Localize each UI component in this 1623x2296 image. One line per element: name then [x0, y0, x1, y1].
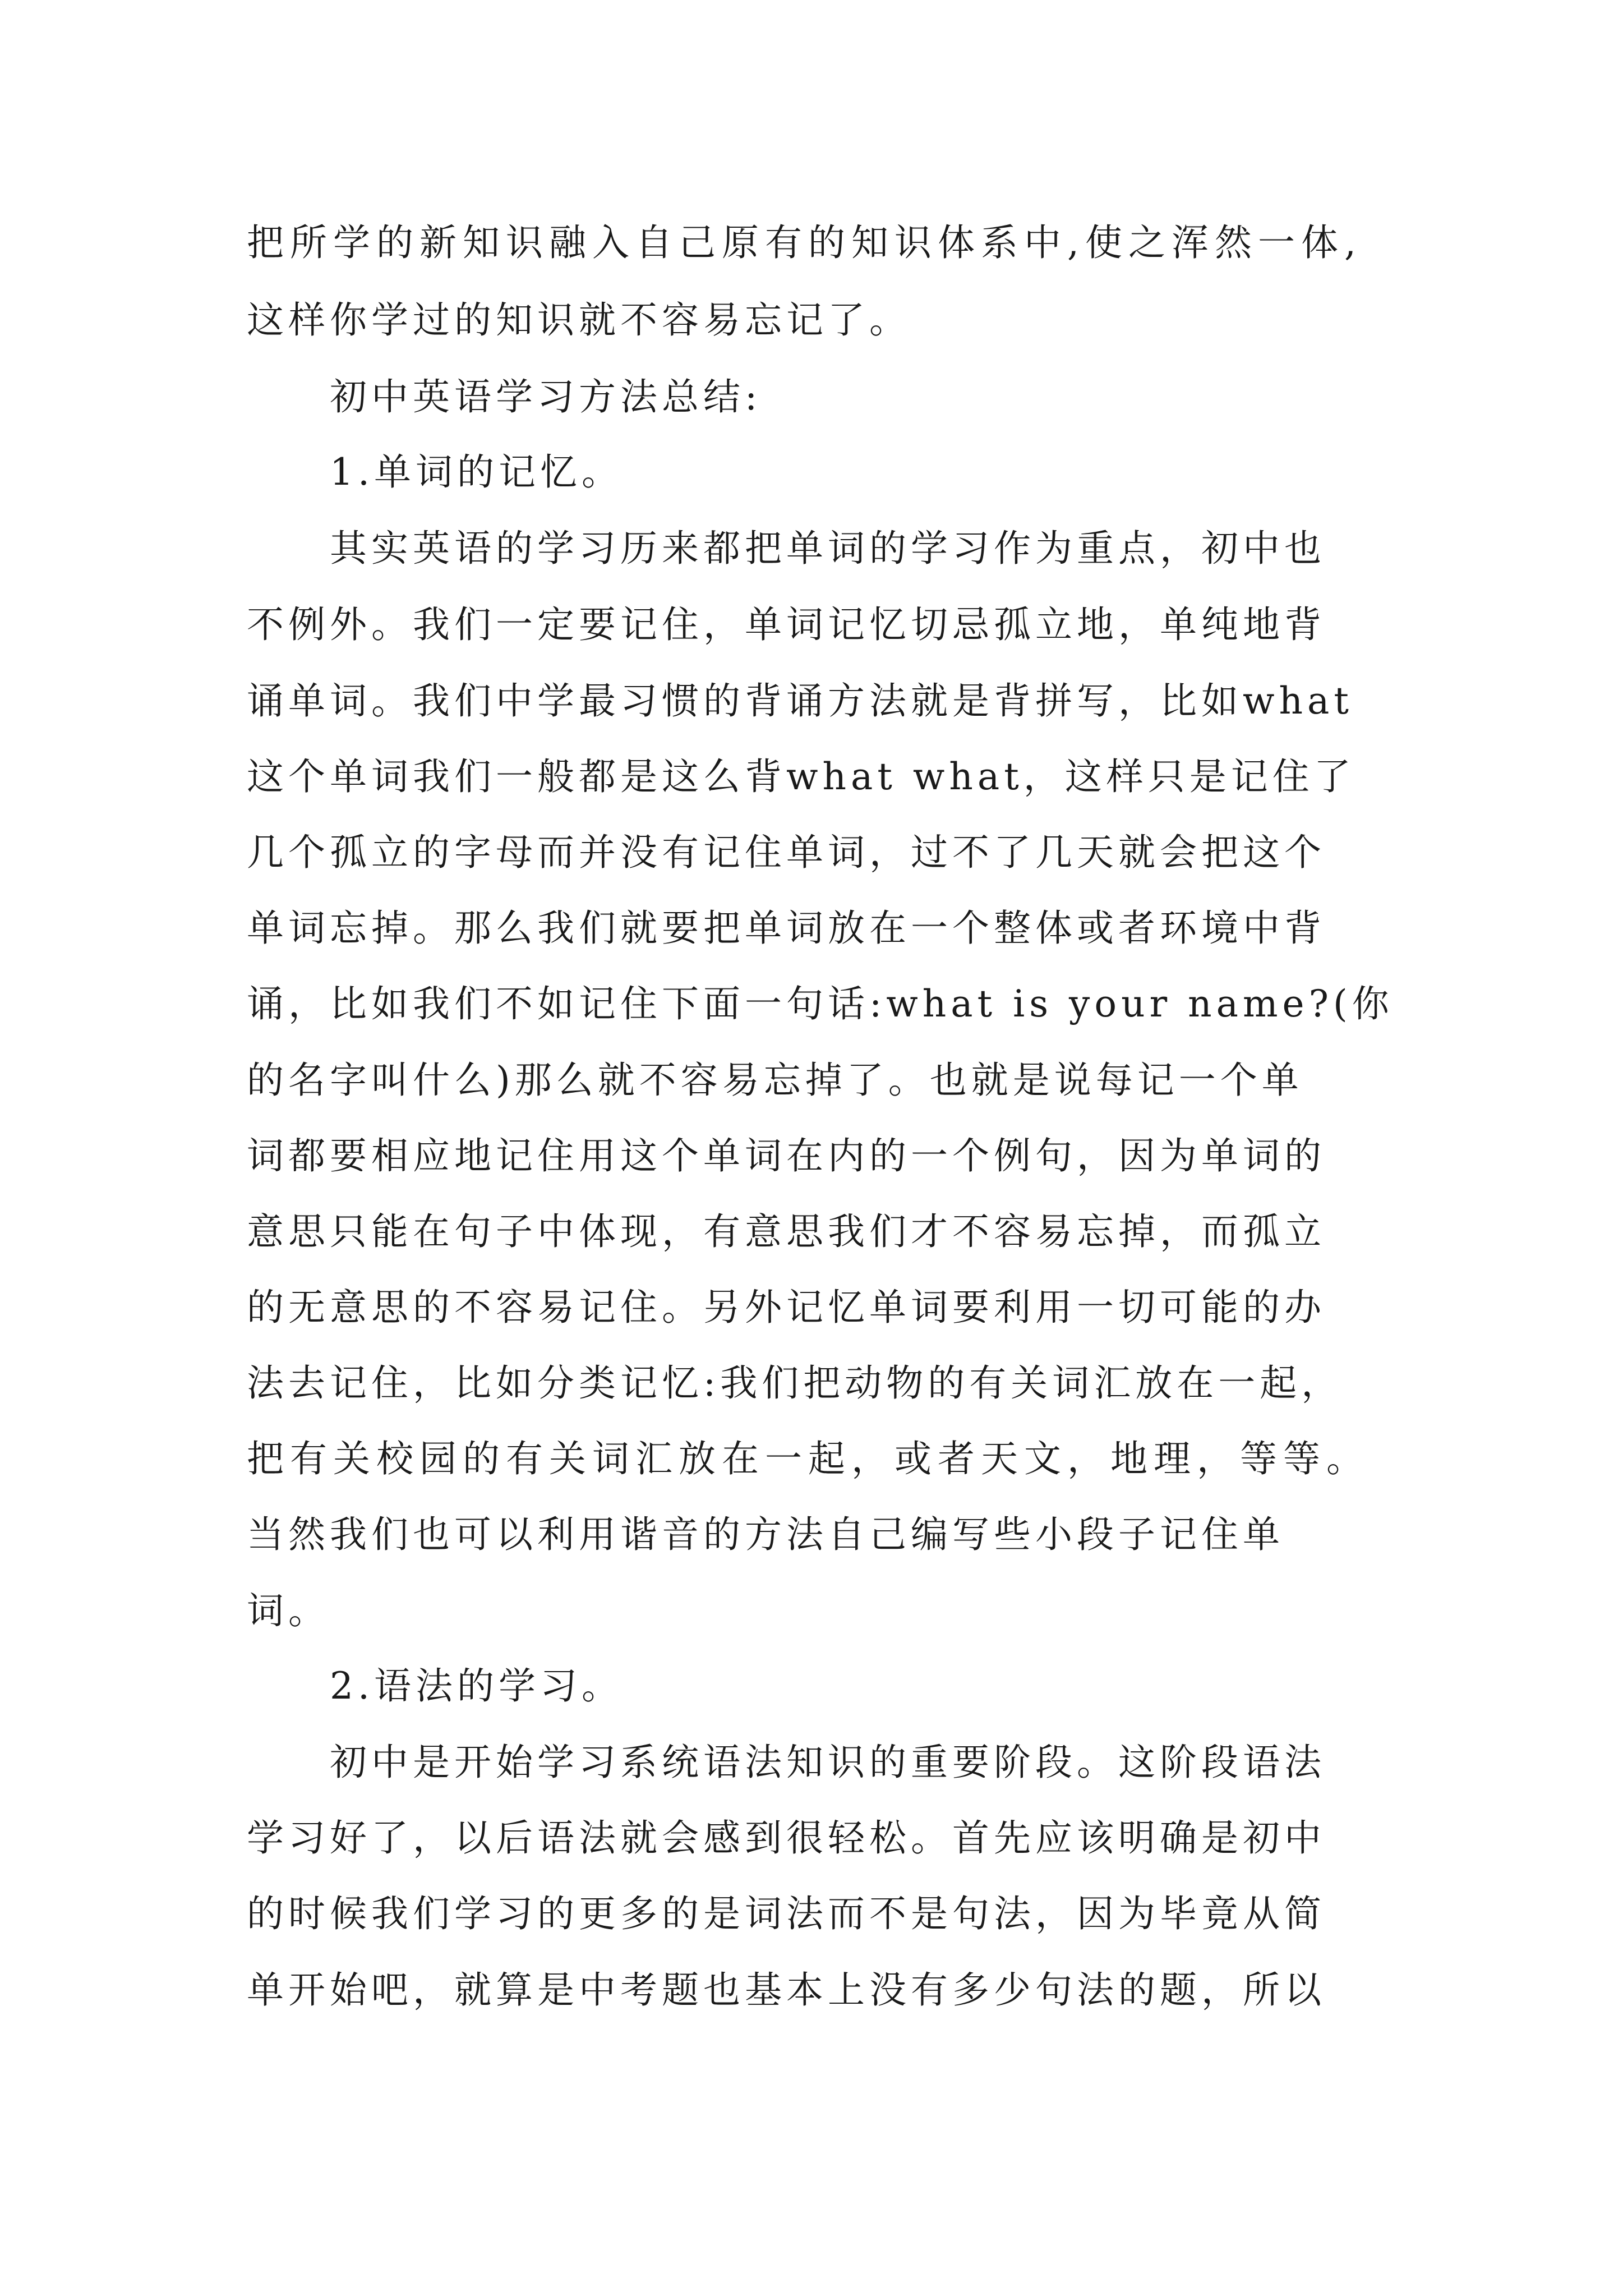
body-text-line: 意思只能在句子中体现，有意思我们才不容易忘掉，而孤立 — [247, 1210, 1326, 1253]
body-text-line: 法去记住，比如分类记忆:我们把动物的有关词汇放在一起， — [247, 1361, 1343, 1405]
body-text-line: 其实英语的学习历来都把单词的学习作为重点，初中也 — [330, 527, 1326, 570]
body-text-line: 不例外。我们一定要记住，单词记忆切忌孤立地，单纯地背 — [247, 603, 1326, 646]
body-text-line: 单词忘掉。那么我们就要把单词放在一个整体或者环境中背 — [247, 907, 1326, 950]
body-text-line: 词。 — [247, 1589, 330, 1632]
body-text-line: 几个孤立的字母而并没有记住单词，过不了几天就会把这个 — [247, 831, 1326, 874]
section-heading: 初中英语学习方法总结: — [330, 375, 762, 418]
body-text-line: 单开始吧，就算是中考题也基本上没有多少句法的题，所以 — [247, 1968, 1326, 2012]
body-text-line: 这样你学过的知识就不容易忘记了。 — [247, 298, 911, 342]
body-text-line: 的名字叫什么)那么就不容易忘掉了。也就是说每记一个单 — [247, 1059, 1303, 1102]
subsection-heading: 1.单词的记忆。 — [330, 450, 623, 494]
body-text-line: 的无意思的不容易记住。另外记忆单词要利用一切可能的办 — [247, 1286, 1326, 1329]
body-text-line: 词都要相应地记住用这个单词在内的一个例句，因为单词的 — [247, 1134, 1326, 1177]
body-text-line: 学习好了，以后语法就会感到很轻松。首先应该明确是初中 — [247, 1816, 1326, 1860]
body-text-line: 诵，比如我们不如记住下面一句话:what is your name?(你 — [247, 982, 1394, 1025]
subsection-heading: 2.语法的学习。 — [330, 1664, 623, 1708]
body-text-line: 把所学的新知识融入自己原有的知识体系中,使之浑然一体, — [247, 221, 1362, 264]
body-text-line: 初中是开始学习系统语法知识的重要阶段。这阶段语法 — [330, 1741, 1326, 1784]
body-text-line: 的时候我们学习的更多的是词法而不是句法，因为毕竟从简 — [247, 1892, 1326, 1935]
body-text-line: 诵单词。我们中学最习惯的背诵方法就是背拼写，比如what — [247, 679, 1353, 723]
body-text-line: 把有关校园的有关词汇放在一起，或者天文，地理，等等。 — [247, 1437, 1370, 1480]
body-text-line: 这个单词我们一般都是这么背what what，这样只是记住了 — [247, 755, 1355, 798]
body-text-line: 当然我们也可以利用谐音的方法自己编写些小段子记住单 — [247, 1513, 1284, 1556]
